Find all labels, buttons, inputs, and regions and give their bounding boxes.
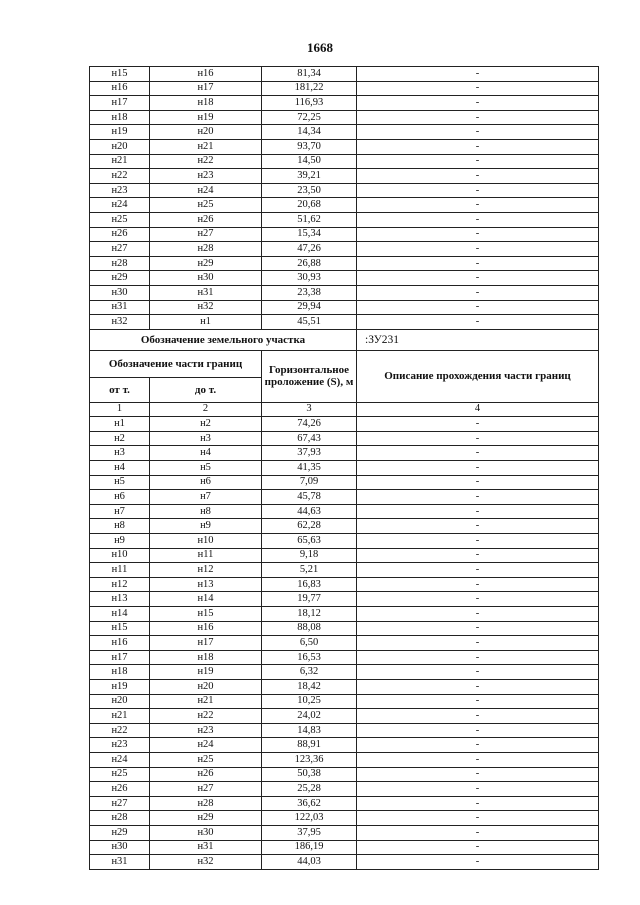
description-value: - [357, 431, 599, 446]
to-point: н2 [150, 417, 262, 432]
description-value: - [357, 256, 599, 271]
table-row [90, 592, 599, 607]
length-value: 37,95 [262, 825, 357, 840]
table-row [90, 212, 599, 227]
length-value: 44,03 [262, 855, 357, 870]
section2-body [90, 417, 599, 869]
description-value: - [357, 855, 599, 870]
to-point: н6 [150, 475, 262, 490]
section2-header [90, 329, 599, 417]
table-row [90, 300, 599, 315]
description-value: - [357, 285, 599, 300]
length-value: 181,22 [262, 81, 357, 96]
length-value: 18,42 [262, 679, 357, 694]
table-row [90, 855, 599, 870]
to-point: н17 [150, 81, 262, 96]
from-point: н31 [90, 300, 150, 315]
to-point: н28 [150, 242, 262, 257]
description-value: - [357, 577, 599, 592]
description-value: - [357, 811, 599, 826]
length-value: 18,12 [262, 607, 357, 622]
from-point: н14 [90, 607, 150, 622]
length-value: 29,94 [262, 300, 357, 315]
length-value: 74,26 [262, 417, 357, 432]
table-row [90, 490, 599, 505]
description-value: - [357, 154, 599, 169]
to-point: н16 [150, 67, 262, 82]
length-value: 14,34 [262, 125, 357, 140]
plot-label: Обозначение земельного участка [90, 329, 357, 350]
to-point: н17 [150, 636, 262, 651]
to-point: н32 [150, 300, 262, 315]
to-point: н29 [150, 256, 262, 271]
from-point: н30 [90, 285, 150, 300]
length-value: 39,21 [262, 169, 357, 184]
column-number-row [90, 402, 599, 417]
to-point: н11 [150, 548, 262, 563]
to-point: н23 [150, 169, 262, 184]
from-header: от т. [90, 377, 150, 402]
length-value: 15,34 [262, 227, 357, 242]
from-point: н4 [90, 461, 150, 476]
length-value: 186,19 [262, 840, 357, 855]
to-point: н5 [150, 461, 262, 476]
length-value: 23,50 [262, 183, 357, 198]
description-value: - [357, 169, 599, 184]
to-point: н31 [150, 840, 262, 855]
from-point: н17 [90, 96, 150, 111]
from-point: н22 [90, 723, 150, 738]
table-row [90, 796, 599, 811]
to-point: н18 [150, 96, 262, 111]
description-value: - [357, 534, 599, 549]
to-point: н31 [150, 285, 262, 300]
to-point: н24 [150, 738, 262, 753]
from-point: н10 [90, 548, 150, 563]
to-point: н16 [150, 621, 262, 636]
description-value: - [357, 752, 599, 767]
to-point: н9 [150, 519, 262, 534]
description-header: Описание прохождения части границ [357, 350, 599, 402]
description-value: - [357, 96, 599, 111]
length-value: 81,34 [262, 67, 357, 82]
from-point: н21 [90, 154, 150, 169]
description-value: - [357, 709, 599, 724]
description-value: - [357, 461, 599, 476]
from-point: н23 [90, 738, 150, 753]
from-point: н3 [90, 446, 150, 461]
to-point: н10 [150, 534, 262, 549]
from-point: н21 [90, 709, 150, 724]
description-value: - [357, 519, 599, 534]
length-value: 47,26 [262, 242, 357, 257]
length-value: 14,50 [262, 154, 357, 169]
from-point: н18 [90, 665, 150, 680]
col-number-4: 4 [357, 402, 599, 417]
table-row [90, 81, 599, 96]
from-point: н27 [90, 796, 150, 811]
table-row [90, 417, 599, 432]
length-value: 36,62 [262, 796, 357, 811]
description-value: - [357, 417, 599, 432]
length-value: 5,21 [262, 563, 357, 578]
table-row [90, 738, 599, 753]
to-point: н3 [150, 431, 262, 446]
to-point: н13 [150, 577, 262, 592]
length-header: Горизонтальное проложение (S), м [262, 350, 357, 402]
from-point: н26 [90, 782, 150, 797]
length-value: 6,32 [262, 665, 357, 680]
table-row [90, 183, 599, 198]
description-value: - [357, 475, 599, 490]
table-row [90, 461, 599, 476]
from-point: н30 [90, 840, 150, 855]
from-point: н20 [90, 139, 150, 154]
from-point: н28 [90, 256, 150, 271]
from-point: н31 [90, 855, 150, 870]
table-row [90, 782, 599, 797]
table-row [90, 110, 599, 125]
to-point: н24 [150, 183, 262, 198]
boundary-table [89, 66, 599, 870]
length-value: 62,28 [262, 519, 357, 534]
table-row [90, 125, 599, 140]
description-value: - [357, 271, 599, 286]
table-row [90, 475, 599, 490]
description-value: - [357, 183, 599, 198]
to-point: н27 [150, 782, 262, 797]
to-point: н4 [150, 446, 262, 461]
table-row [90, 285, 599, 300]
length-value: 24,02 [262, 709, 357, 724]
from-point: н5 [90, 475, 150, 490]
to-point: н26 [150, 767, 262, 782]
table-row [90, 242, 599, 257]
table-row [90, 519, 599, 534]
description-value: - [357, 723, 599, 738]
header-row [90, 350, 599, 377]
table-row [90, 811, 599, 826]
length-value: 6,50 [262, 636, 357, 651]
from-point: н23 [90, 183, 150, 198]
length-value: 72,25 [262, 110, 357, 125]
description-value: - [357, 198, 599, 213]
table-row [90, 607, 599, 622]
to-point: н22 [150, 154, 262, 169]
from-point: н16 [90, 81, 150, 96]
length-value: 7,09 [262, 475, 357, 490]
description-value: - [357, 81, 599, 96]
to-point: н20 [150, 125, 262, 140]
page-number: 1668 [307, 40, 333, 55]
to-point: н26 [150, 212, 262, 227]
length-value: 45,78 [262, 490, 357, 505]
table-row [90, 534, 599, 549]
from-point: н16 [90, 636, 150, 651]
description-value: - [357, 67, 599, 82]
table-row [90, 271, 599, 286]
description-value: - [357, 139, 599, 154]
length-value: 10,25 [262, 694, 357, 709]
table-row [90, 752, 599, 767]
from-point: н24 [90, 198, 150, 213]
table-row [90, 709, 599, 724]
table-row [90, 504, 599, 519]
to-point: н22 [150, 709, 262, 724]
table-row [90, 636, 599, 651]
plot-value: :ЗУ231 [357, 329, 599, 350]
length-value: 93,70 [262, 139, 357, 154]
table-row [90, 825, 599, 840]
to-point: н8 [150, 504, 262, 519]
description-value: - [357, 650, 599, 665]
to-point: н12 [150, 563, 262, 578]
table-row [90, 446, 599, 461]
table-row [90, 227, 599, 242]
description-value: - [357, 125, 599, 140]
table-row [90, 563, 599, 578]
table-row [90, 650, 599, 665]
length-value: 116,93 [262, 96, 357, 111]
table-row [90, 767, 599, 782]
to-point: н25 [150, 752, 262, 767]
length-value: 50,38 [262, 767, 357, 782]
to-point: н7 [150, 490, 262, 505]
description-value: - [357, 446, 599, 461]
from-point: н32 [90, 315, 150, 330]
description-value: - [357, 665, 599, 680]
description-value: - [357, 300, 599, 315]
to-point: н30 [150, 825, 262, 840]
to-point: н30 [150, 271, 262, 286]
to-header: до т. [150, 377, 262, 402]
description-value: - [357, 563, 599, 578]
length-value: 122,03 [262, 811, 357, 826]
description-value: - [357, 840, 599, 855]
section1-body [90, 67, 599, 330]
to-point: н29 [150, 811, 262, 826]
from-point: н6 [90, 490, 150, 505]
description-value: - [357, 315, 599, 330]
table-row [90, 548, 599, 563]
length-value: 26,88 [262, 256, 357, 271]
to-point: н25 [150, 198, 262, 213]
from-point: н25 [90, 767, 150, 782]
to-point: н27 [150, 227, 262, 242]
description-value: - [357, 621, 599, 636]
table-row [90, 621, 599, 636]
to-point: н32 [150, 855, 262, 870]
length-value: 23,38 [262, 285, 357, 300]
description-value: - [357, 548, 599, 563]
from-point: н24 [90, 752, 150, 767]
to-point: н19 [150, 110, 262, 125]
length-value: 67,43 [262, 431, 357, 446]
from-point: н1 [90, 417, 150, 432]
col-number-1: 1 [90, 402, 150, 417]
from-point: н7 [90, 504, 150, 519]
to-point: н20 [150, 679, 262, 694]
description-value: - [357, 607, 599, 622]
from-point: н15 [90, 621, 150, 636]
length-value: 20,68 [262, 198, 357, 213]
length-value: 44,63 [262, 504, 357, 519]
from-point: н20 [90, 694, 150, 709]
from-point: н12 [90, 577, 150, 592]
length-value: 9,18 [262, 548, 357, 563]
length-value: 88,08 [262, 621, 357, 636]
table-row [90, 315, 599, 330]
length-value: 51,62 [262, 212, 357, 227]
part-header: Обозначение части границ [90, 350, 262, 377]
from-point: н15 [90, 67, 150, 82]
from-point: н17 [90, 650, 150, 665]
table-row [90, 577, 599, 592]
to-point: н15 [150, 607, 262, 622]
length-value: 88,91 [262, 738, 357, 753]
description-value: - [357, 679, 599, 694]
table-row [90, 169, 599, 184]
from-point: н19 [90, 125, 150, 140]
length-value: 19,77 [262, 592, 357, 607]
description-value: - [357, 767, 599, 782]
from-point: н18 [90, 110, 150, 125]
from-point: н28 [90, 811, 150, 826]
description-value: - [357, 592, 599, 607]
description-value: - [357, 110, 599, 125]
length-value: 37,93 [262, 446, 357, 461]
table-row [90, 256, 599, 271]
from-point: н2 [90, 431, 150, 446]
col-number-3: 3 [262, 402, 357, 417]
description-value: - [357, 782, 599, 797]
from-point: н25 [90, 212, 150, 227]
table-row [90, 198, 599, 213]
from-point: н26 [90, 227, 150, 242]
table-row [90, 694, 599, 709]
to-point: н28 [150, 796, 262, 811]
length-value: 16,53 [262, 650, 357, 665]
description-value: - [357, 694, 599, 709]
table-row [90, 679, 599, 694]
length-value: 16,83 [262, 577, 357, 592]
from-point: н19 [90, 679, 150, 694]
plot-row [90, 329, 599, 350]
table-row [90, 139, 599, 154]
description-value: - [357, 636, 599, 651]
to-point: н14 [150, 592, 262, 607]
table-row [90, 840, 599, 855]
to-point: н21 [150, 694, 262, 709]
table-row [90, 723, 599, 738]
from-point: н8 [90, 519, 150, 534]
length-value: 45,51 [262, 315, 357, 330]
table-row [90, 665, 599, 680]
table-row [90, 96, 599, 111]
col-number-2: 2 [150, 402, 262, 417]
from-point: н29 [90, 825, 150, 840]
length-value: 123,36 [262, 752, 357, 767]
length-value: 14,83 [262, 723, 357, 738]
length-value: 65,63 [262, 534, 357, 549]
description-value: - [357, 490, 599, 505]
table-row [90, 154, 599, 169]
description-value: - [357, 825, 599, 840]
to-point: н21 [150, 139, 262, 154]
description-value: - [357, 242, 599, 257]
from-point: н29 [90, 271, 150, 286]
to-point: н19 [150, 665, 262, 680]
description-value: - [357, 212, 599, 227]
from-point: н27 [90, 242, 150, 257]
to-point: н23 [150, 723, 262, 738]
table-row [90, 431, 599, 446]
from-point: н9 [90, 534, 150, 549]
from-point: н11 [90, 563, 150, 578]
from-point: н22 [90, 169, 150, 184]
description-value: - [357, 227, 599, 242]
description-value: - [357, 504, 599, 519]
to-point: н1 [150, 315, 262, 330]
length-value: 30,93 [262, 271, 357, 286]
table-row [90, 67, 599, 82]
description-value: - [357, 796, 599, 811]
to-point: н18 [150, 650, 262, 665]
length-value: 25,28 [262, 782, 357, 797]
length-value: 41,35 [262, 461, 357, 476]
from-point: н13 [90, 592, 150, 607]
description-value: - [357, 738, 599, 753]
